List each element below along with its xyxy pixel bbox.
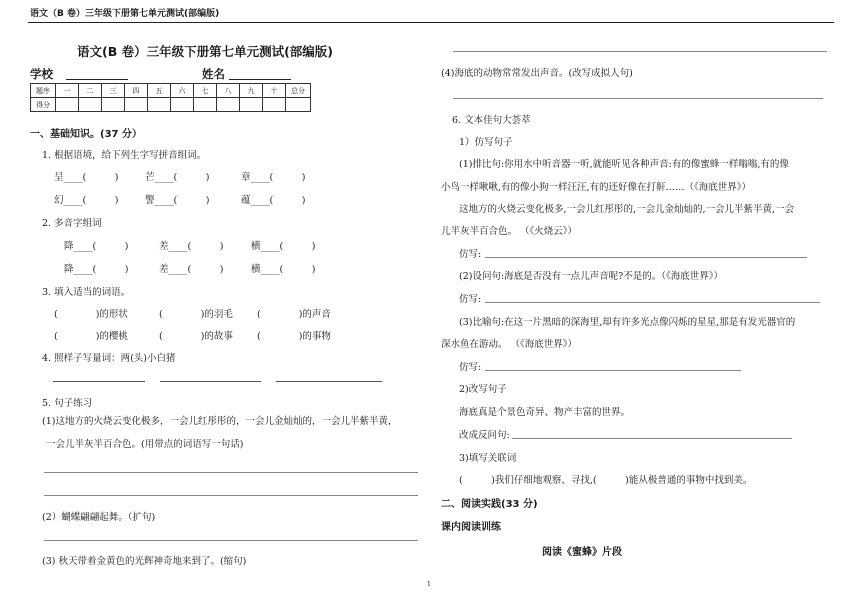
- score-cell[interactable]: [148, 98, 171, 112]
- passage-title: 阅读《蜜蜂》片段: [542, 547, 622, 558]
- score-cell[interactable]: [171, 98, 194, 112]
- q6-sub2-answer-label: 改成反问句:: [459, 430, 510, 441]
- section-1-heading: 一、基础知识。(37 分）: [30, 129, 142, 140]
- q6-sub3-sentence: ( )我们仔细地观察、寻找,( )能从极普通的事物中找到美。: [459, 475, 753, 486]
- q6-p3-text: (3)比喻句:在这一片黑暗的深海里,却有许多光点像闪烁的星星,那是有发光器官的: [459, 317, 796, 328]
- q1-item: 章____( ): [241, 172, 306, 183]
- q6-imitate-line[interactable]: [485, 370, 741, 371]
- q5-2-answer-line[interactable]: [44, 540, 418, 541]
- score-cell[interactable]: [125, 98, 148, 112]
- name-label: 姓名: [202, 67, 225, 81]
- q6-prompt: 6. 文本佳句大荟萃: [452, 115, 531, 126]
- table-cell: 四: [125, 84, 148, 98]
- header-rule: [28, 22, 834, 23]
- table-cell: 题序: [31, 84, 56, 98]
- score-cell[interactable]: [56, 98, 79, 112]
- answer-line[interactable]: [453, 51, 827, 52]
- q2-prompt: 2. 多音字组词: [42, 218, 102, 229]
- q4-answer-line[interactable]: [53, 381, 145, 382]
- table-cell: 八: [217, 84, 240, 98]
- q5-1-text: (1)这地方的火烧云变化极多，一会儿红彤彤的，一会儿金灿灿的，一会儿半紫半黄，: [42, 416, 398, 427]
- q1-item: 幻____( ): [54, 195, 119, 206]
- q5-4-answer-line[interactable]: [453, 98, 823, 99]
- q6-imitate-label: 仿写:: [459, 362, 482, 373]
- q6-imitate-line[interactable]: [485, 257, 807, 258]
- q6-p2-text: (2)设问句:海底是否没有一点儿声音呢?不是的。（《海底世界》）: [459, 271, 724, 282]
- school-field[interactable]: [66, 79, 128, 80]
- table-cell: 一: [56, 84, 79, 98]
- q5-3-text: (3) 秋天带着金黄色的光辉神奇地来到了。(缩句): [42, 556, 247, 567]
- table-cell: 五: [148, 84, 171, 98]
- q3-item: ( )的故事: [159, 331, 233, 342]
- score-cell[interactable]: [286, 98, 311, 112]
- q3-item: ( )的形状: [54, 309, 128, 320]
- q2-item: 差____( ): [159, 241, 224, 252]
- q3-item: ( )的声音: [257, 309, 331, 320]
- q6-sub3: 3)填写关联词: [459, 453, 517, 464]
- q6-p1-text: (1)排比句:你用水中听音器一听,就能听见各种声音:有的像蜜蜂一样嗡嗡,有的像: [459, 159, 789, 170]
- table-cell: 三: [102, 84, 125, 98]
- q3-item: ( )的樱桃: [54, 331, 128, 342]
- q1-item: 呈____( ): [54, 172, 119, 183]
- q5-prompt: 5. 句子练习: [42, 398, 93, 409]
- q6-imitate-label: 仿写:: [459, 249, 482, 260]
- q2-item: 横____( ): [251, 264, 316, 275]
- q5-2-text: (2）蝴蝶翩翩起舞。（扩句): [42, 512, 156, 523]
- table-cell: 得分: [31, 98, 56, 112]
- q4-answer-line[interactable]: [160, 381, 261, 382]
- q6-sub1: 1）仿写句子: [459, 137, 513, 148]
- q6-p1-text: 这地方的火烧云变化极多,一会儿红彤彤的,一会儿金灿灿的,一会儿半紫半黄,一会: [459, 204, 795, 215]
- q6-sub2-answer-line[interactable]: [512, 438, 792, 439]
- q6-p1-text: 儿半灰半百合色。 （《火烧云》）: [441, 226, 578, 237]
- running-header: 语文（B 卷）三年级下册第七单元测试(部编版): [30, 9, 220, 19]
- q6-sub2-sentence: 海底真是个景色奇异、物产丰富的世界。: [459, 407, 631, 418]
- section-2-heading: 二、阅读实践(33 分): [441, 499, 538, 510]
- q3-item: ( )的事物: [257, 331, 331, 342]
- q6-imitate-label: 仿写:: [459, 294, 482, 305]
- table-cell: 十: [263, 84, 286, 98]
- page-title: 语文(B 卷）三年级下册第七单元测试(部编版): [77, 44, 334, 59]
- q2-item: 降____( ): [64, 241, 129, 252]
- score-cell[interactable]: [240, 98, 263, 112]
- score-cell[interactable]: [79, 98, 102, 112]
- q4-answer-line[interactable]: [276, 381, 382, 382]
- q3-item: ( )的羽毛: [159, 309, 233, 320]
- school-label: 学校: [30, 67, 53, 81]
- q6-p1-text: 小鸟一样啾啾,有的像小狗一样汪汪,有的还好像在打鼾……（《海底世界》）: [441, 182, 752, 193]
- reading-subtitle: 课内阅读训练: [441, 522, 501, 533]
- q5-4-text: (4)海底的动物常常发出声音。(改写成拟人句): [441, 68, 633, 79]
- q6-imitate-line[interactable]: [485, 302, 820, 303]
- q6-sub2: 2)改写句子: [459, 384, 507, 395]
- q6-p3-text: 深水鱼在游动。 （《海底世界》）: [441, 339, 578, 350]
- score-cell[interactable]: [194, 98, 217, 112]
- q1-prompt: 1. 根据语境，给下列生字写拼音组词。: [42, 150, 207, 161]
- q1-item: 警____( ): [145, 195, 210, 206]
- score-table-header-row: [31, 84, 311, 98]
- table-cell: 九: [240, 84, 263, 98]
- q5-1-answer-line[interactable]: [44, 472, 418, 473]
- q5-1-text: 一会儿半灰半百合色。(用带点的词语写一句话): [46, 439, 244, 450]
- q1-item: 芒____( ): [145, 172, 210, 183]
- table-cell: 七: [194, 84, 217, 98]
- score-table-score-row: [31, 98, 311, 112]
- score-table: [30, 83, 311, 112]
- name-field[interactable]: [229, 79, 291, 80]
- score-cell[interactable]: [217, 98, 240, 112]
- page-number: 1: [427, 581, 431, 588]
- score-cell[interactable]: [102, 98, 125, 112]
- score-cell[interactable]: [263, 98, 286, 112]
- table-cell: 总分: [286, 84, 311, 98]
- q2-item: 降____( ): [64, 264, 129, 275]
- q4-prompt: 4. 照样子写量词：两(头)小白猪: [42, 353, 176, 364]
- table-cell: 六: [171, 84, 194, 98]
- q2-item: 差____( ): [159, 264, 224, 275]
- q3-prompt: 3. 填入适当的词语。: [42, 287, 131, 298]
- table-cell: 二: [79, 84, 102, 98]
- q1-item: 蕴____( ): [241, 195, 306, 206]
- q5-1-answer-line[interactable]: [44, 495, 418, 496]
- q2-item: 横____( ): [251, 241, 316, 252]
